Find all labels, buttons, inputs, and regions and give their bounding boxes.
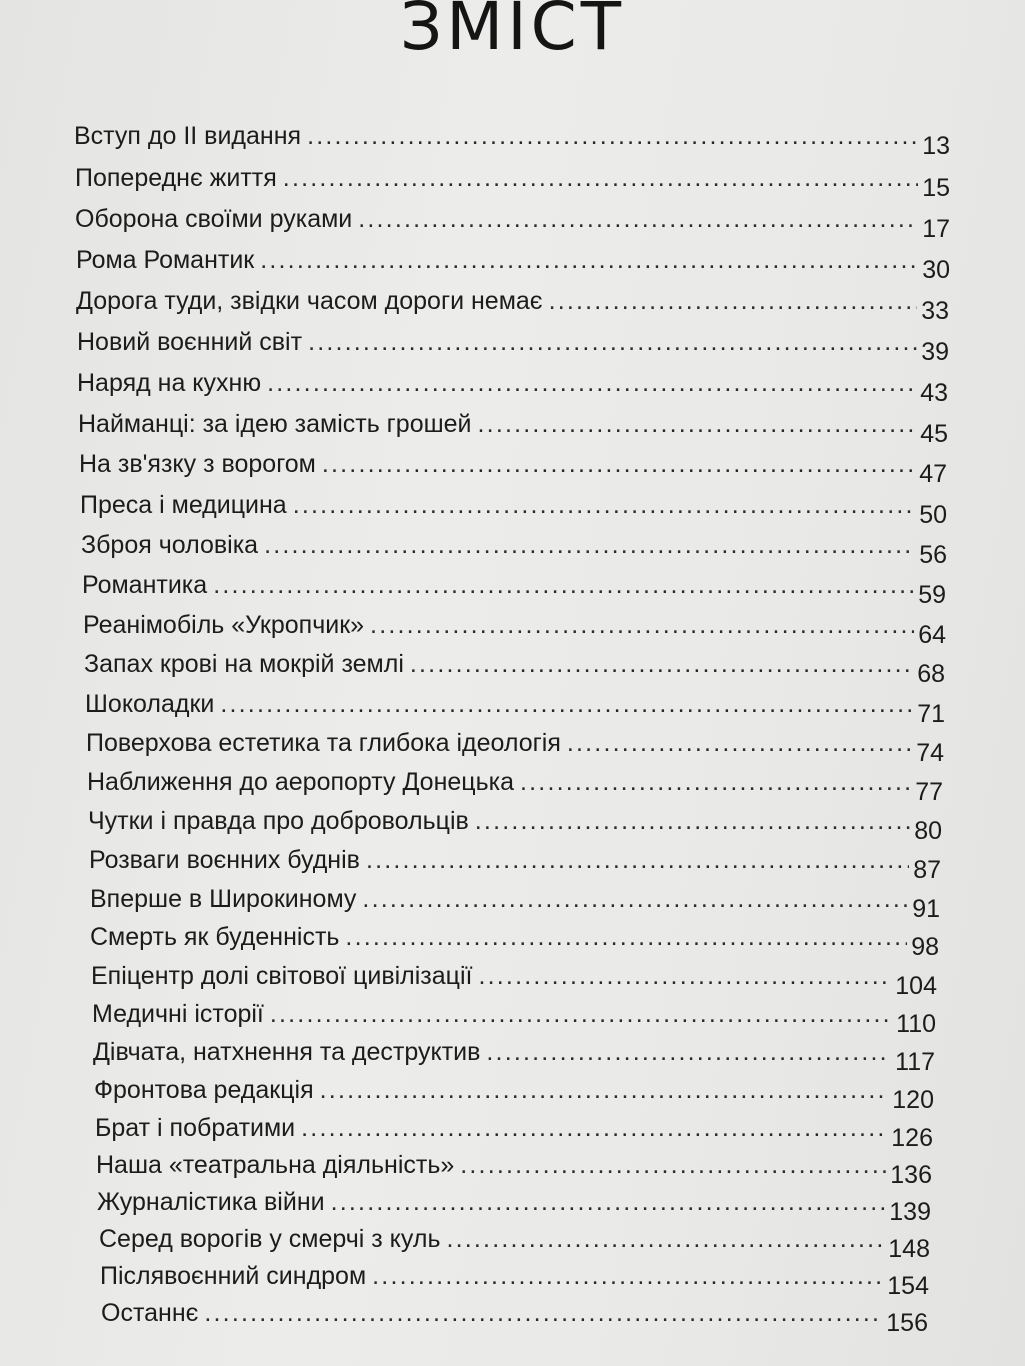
toc-leader [320,1075,889,1105]
toc-entry-title: Останнє [101,1299,199,1327]
toc-leader [486,1037,891,1067]
toc-entry[interactable] [74,121,950,160]
toc-leader [370,610,914,640]
toc-entry-title: Дівчата, натхнення та деструктив [93,1038,481,1066]
toc-leader [308,327,917,357]
toc-entry-page: 120 [892,1086,934,1114]
toc-entry-title: Серед ворогів у смерчі з куль [99,1225,441,1253]
toc-entry[interactable] [90,884,940,923]
toc-leader [213,570,914,600]
toc-leader [372,1261,883,1291]
toc-leader [567,728,912,758]
toc-entry-title: Запах крові на мокрій землі [84,650,404,678]
toc-entry[interactable] [91,961,937,1000]
toc-entry-page: 80 [914,817,942,845]
toc-entry-page: 126 [891,1124,933,1152]
toc-entry-title: Журналістика війни [97,1188,325,1216]
toc-entry-title: Поверхова естетика та глибока ідеологія [86,729,561,757]
toc-entry[interactable] [75,163,950,202]
toc-entry[interactable] [83,610,946,649]
toc-leader [446,1224,884,1254]
toc-entry[interactable] [78,409,948,448]
toc-entry-page: 104 [895,972,937,1000]
toc-entry-title: Розваги воєнних буднів [89,846,360,874]
toc-entry[interactable] [92,999,936,1038]
toc-entry-title: Зброя чоловіка [81,531,259,559]
toc-entry-title: Вступ до ІІ видання [74,122,302,150]
toc-entry-page: 59 [918,581,946,609]
toc-leader [520,767,911,797]
toc-entry[interactable] [89,845,941,884]
toc-leader [478,409,917,439]
toc-entry[interactable] [80,490,947,529]
toc-entry-title: Шоколадки [85,690,215,718]
toc-leader [362,884,908,914]
toc-entry-title: Рома Романтик [76,246,255,274]
toc-leader [260,245,918,275]
toc-entry-page: 50 [919,501,947,529]
toc-entry[interactable] [81,530,947,569]
toc-entry-page: 43 [920,379,948,407]
toc-entry[interactable] [77,368,948,407]
toc-entry[interactable] [95,1113,933,1152]
toc-leader [460,1150,886,1180]
toc-entry-title: На зв'язку з ворогом [79,450,316,478]
toc-entry-title: Фронтова редакція [94,1076,314,1104]
toc-entry-page: 148 [888,1235,930,1263]
toc-leader [301,1113,887,1143]
toc-entry[interactable] [76,245,950,284]
toc-entry-page: 56 [919,541,947,569]
toc-entry[interactable] [85,689,945,728]
toc-leader [331,1187,886,1217]
toc-entry-page: 77 [915,778,943,806]
toc-entry[interactable] [87,767,943,806]
toc-entry[interactable] [84,649,945,688]
toc-entry-page: 30 [922,256,950,284]
toc-leader [267,368,916,398]
toc-entry-page: 45 [920,420,948,448]
toc-entry-page: 33 [921,297,949,325]
toc-entry-page: 154 [887,1272,929,1300]
toc-leader [322,449,915,479]
toc-entry[interactable] [77,327,949,366]
toc-leader [410,649,913,679]
toc-entry[interactable] [82,570,946,609]
toc-entry[interactable] [94,1075,934,1114]
toc-entry[interactable] [101,1298,928,1337]
toc-entry-page: 13 [922,132,950,160]
toc-entry-page: 15 [922,174,950,202]
toc-entry[interactable] [75,204,950,243]
toc-entry[interactable] [88,806,942,845]
toc-entry-page: 68 [917,660,945,688]
toc-leader [358,204,918,234]
toc-entry-title: Найманці: за ідею замість грошей [78,410,472,438]
toc-entry-page: 87 [913,856,941,884]
toc-entry-title: Післявоєнний синдром [100,1262,367,1290]
toc-entry-page: 91 [912,895,940,923]
toc-entry-page: 39 [921,338,949,366]
toc-leader [293,490,915,520]
toc-entry-page: 139 [889,1198,931,1226]
toc-entry-title: Дорога туди, звідки часом дороги немає [76,287,543,315]
toc-leader [549,286,918,316]
toc-leader [366,845,909,875]
toc-entry-page: 110 [896,1010,936,1038]
toc-entry-title: Чутки і правда про добровольців [88,807,469,835]
toc-entry-title: Епіцентр долі світової цивілізації [91,962,473,990]
toc-leader [204,1298,882,1328]
toc-entry-title: Романтика [82,571,208,599]
toc-entry-page: 98 [911,933,939,961]
toc-entry[interactable] [97,1187,931,1226]
toc-entry-page: 64 [918,621,946,649]
toc-entry[interactable] [100,1261,929,1300]
toc-entry-page: 156 [886,1309,928,1337]
toc-leader [479,961,892,991]
toc-entry[interactable] [96,1150,932,1189]
toc-entry-title: Брат і побратими [95,1114,296,1142]
toc-leader [475,806,910,836]
toc-entry-title: Смерть як буденність [90,923,340,951]
toc-entry[interactable] [93,1037,935,1076]
toc-entry-title: Вперше в Широкиному [90,885,357,913]
toc-entry-page: 117 [895,1048,935,1076]
toc-entry-title: Попереднє життя [75,164,277,192]
toc-leader [264,530,915,560]
toc-leader [283,163,918,193]
toc-entry-title: Наближення до аеропорту Донецька [87,768,515,796]
toc-entry-title: Преса і медицина [80,491,287,519]
toc-entry-title: Реанімобіль «Укропчик» [83,611,365,639]
toc-entry[interactable] [90,922,939,961]
toc-leader [345,922,907,952]
toc-entry-page: 71 [917,700,945,728]
toc-entry-page: 74 [916,739,944,767]
toc-entry-page: 47 [919,460,947,488]
toc-entry[interactable] [99,1224,930,1263]
toc-leader [220,689,913,719]
toc-entry-title: Оборона своїми руками [75,205,353,233]
toc-entry[interactable] [76,286,949,325]
toc-entry[interactable] [79,449,947,488]
toc-entry-page: 136 [890,1161,932,1189]
toc-entry-title: Наряд на кухню [77,369,262,397]
toc-entry-page: 17 [922,215,950,243]
toc-leader [270,999,892,1029]
toc-entry[interactable] [86,728,944,767]
toc-entry-title: Новий воєнний світ [77,328,303,356]
toc-entry-title: Медичні історії [92,1000,264,1028]
toc-entry-title: Наша «театральна діяльність» [96,1151,455,1179]
page-title: ЗМІСТ [399,0,626,65]
toc-leader [307,121,918,151]
